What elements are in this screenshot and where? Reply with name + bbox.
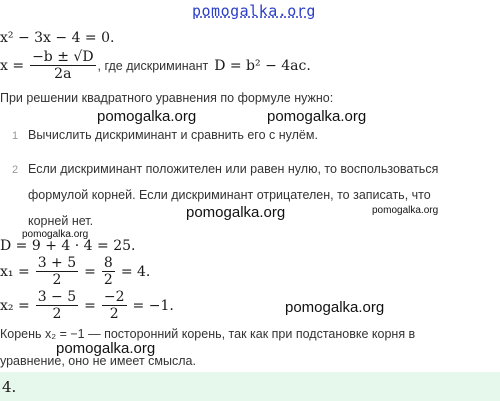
x1-result: = 4. (120, 263, 151, 280)
watermark: pomogalka.org (285, 299, 385, 316)
answer-box (0, 372, 500, 401)
roots-denominator: 2a (54, 66, 72, 82)
step-text: Вычислить дискриминант и сравнить его с нулём. (28, 128, 318, 142)
roots-fraction (30, 50, 95, 81)
answer-value: 4. (2, 378, 17, 396)
step-text-line: формулой корней. Если дискриминант отрицателен, то записать, что (28, 188, 431, 202)
x2-numerator-2: −2 (103, 289, 125, 305)
step-number: 1 (12, 130, 19, 142)
x2-lhs: x₂ = (0, 297, 30, 314)
x1-lhs: x₁ = (0, 263, 30, 280)
x1-denominator-2: 2 (103, 272, 113, 288)
x2-equals: = (84, 297, 96, 314)
watermark: pomogalka.org (186, 204, 286, 221)
x1-numerator: 3 + 5 (37, 255, 77, 271)
roots-lhs: x = (0, 57, 25, 74)
equation: x² − 3x − 4 = 0. (0, 30, 115, 46)
roots-formula (0, 50, 311, 81)
watermark-top: pomogalka.org (192, 2, 316, 20)
watermark: pomogalka.org (56, 340, 156, 357)
x2-fraction (36, 290, 78, 321)
conclusion-line: Корень x₂ = −1 — посторонний корень, так как при подстановке корня в (0, 327, 416, 341)
watermark: pomogalka.org (22, 229, 89, 240)
x2-fraction-2 (102, 290, 127, 321)
x2-numerator: 3 − 5 (37, 289, 77, 305)
x1-fraction-2 (102, 256, 115, 287)
x1-numerator-2: 8 (103, 255, 113, 271)
discriminant-definition: D = b² − 4ac. (214, 57, 311, 74)
watermark: pomogalka.org (97, 108, 197, 125)
x1-calc (0, 256, 150, 287)
step-number: 2 (12, 164, 19, 176)
roots-tail: , где дискриминант (97, 58, 209, 73)
conclusion-line: уравнение, оно не имеет смысла. (0, 354, 196, 368)
step-text-line: корней нет. (28, 214, 94, 228)
x2-result: = −1. (132, 297, 174, 314)
step-text-line: Если дискриминант положителен или равен нулю, то воспользоваться (28, 162, 439, 176)
x1-denominator: 2 (52, 272, 62, 288)
roots-numerator: −b ± √D (32, 49, 94, 65)
x1-fraction (36, 256, 78, 287)
intro-text: При решении квадратного уравнения по формуле нужно: (0, 91, 334, 105)
x2-denominator-2: 2 (109, 306, 119, 322)
x1-equals: = (84, 263, 96, 280)
watermark: pomogalka.org (372, 205, 439, 216)
x2-calc (0, 290, 174, 321)
watermark: pomogalka.org (267, 108, 367, 125)
x2-denominator: 2 (52, 306, 62, 322)
discriminant-calc: D = 9 + 4 · 4 = 25. (0, 238, 136, 254)
